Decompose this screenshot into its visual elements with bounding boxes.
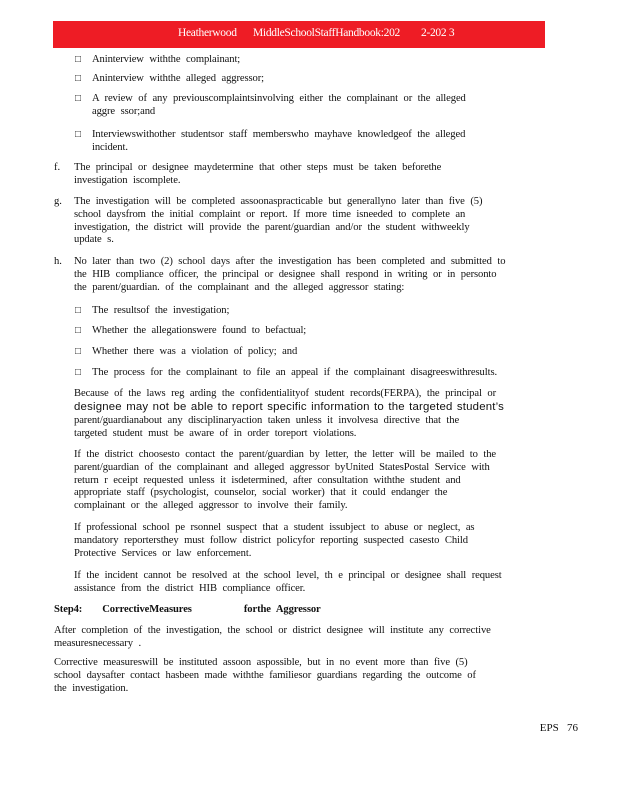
- paragraph-line: If professional school pe rsonnel suspect that a student issubject to abuse or neglect, as: [74, 522, 475, 533]
- step-title: CorrectiveMeasures: [102, 604, 192, 615]
- bullet-item-line: Aninterview withthe complainant;: [92, 54, 241, 65]
- header-title: MiddleSchoolStaffHandbook:202: [253, 27, 400, 39]
- step-heading: [54, 604, 354, 617]
- bullet-item-line: Interviewswithother studentsor staff memberswho mayhave knowledgeof the alleged: [92, 129, 466, 140]
- paragraph-line: appropriate staff (psychologist, counselor, social worker) that it could endanger the: [74, 487, 448, 499]
- paragraph: [74, 415, 564, 441]
- page-footer: [540, 722, 578, 734]
- bullet-item: [92, 367, 562, 380]
- bullet-item-line: Aninterview withthe alleged aggressor;: [92, 73, 265, 84]
- closing-paragraph-line: school daysafter contact hasbeen made withthe familiesor guardians regarding the outcome of: [54, 669, 476, 681]
- closing-paragraph: [54, 625, 554, 651]
- paragraph-line: Protective Services or law enforcement.: [74, 547, 252, 559]
- paragraph-line: If the district choosesto contact the parent/guardian by letter, the letter will be mailed to the: [74, 449, 497, 460]
- lettered-item-line: update s.: [74, 234, 114, 246]
- lettered-item-line: investigation iscomplete.: [74, 174, 181, 186]
- paragraph-emphasis: [74, 401, 564, 414]
- paragraph-line: return r eceipt requested unless it isdetermined, after consultation withthe student and: [74, 474, 461, 486]
- bullet-item: [92, 346, 562, 359]
- lettered-item-line: The principal or designee maydetermine that other steps must be taken beforethe: [74, 162, 442, 173]
- bullet-item-line: Whether the allegationswere found to befactual;: [92, 325, 307, 336]
- checkbox-bullet-icon: □: [75, 305, 82, 316]
- paragraph-line: Because of the laws reg arding the confidentialityof student records(FERPA), the principal or: [74, 388, 496, 399]
- step-title-tail: forthe Aggressor: [243, 604, 321, 615]
- bullet-item-line: A review of any previouscomplaintsinvolving either the complainant or the alleged: [92, 93, 466, 104]
- bullet-item: [92, 93, 532, 119]
- bullet-item: [92, 305, 562, 318]
- closing-paragraph: [54, 657, 554, 695]
- lettered-item-line: the parent/guardian. of the complainant and the alleged aggressor stating:: [74, 281, 405, 293]
- paragraph: [74, 449, 564, 513]
- paragraph: [74, 522, 564, 560]
- closing-paragraph-line: After completion of the investigation, the school or district designee will institute any corrective: [54, 625, 491, 636]
- checkbox-bullet-icon: □: [75, 73, 82, 84]
- checkbox-bullet-icon: □: [75, 129, 82, 140]
- list-marker: f.: [54, 162, 61, 173]
- bullet-item: [92, 73, 532, 86]
- checkbox-bullet-icon: □: [75, 346, 82, 357]
- paragraph-line: parent/guardianabout any disciplinaryaction taken unless it involvesa directive that the: [74, 415, 460, 426]
- header-year: 2-202 3: [421, 27, 455, 39]
- lettered-item: [74, 162, 564, 188]
- paragraph-emphasis-line: designee may not be able to report specific information to the targeted student’s: [74, 401, 505, 413]
- closing-paragraph-line: the investigation.: [54, 682, 129, 694]
- page-number: 76: [567, 722, 578, 734]
- checkbox-bullet-icon: □: [75, 54, 82, 65]
- paragraph: [74, 388, 564, 401]
- lettered-item-line: the HIB compliance officer, the principal or designee shall respond in writing or in personto: [74, 268, 497, 280]
- list-marker: h.: [54, 256, 62, 267]
- paragraph-line: parent/guardian of the complainant and alleged aggressor byUnited StatesPostal Service with: [74, 461, 490, 473]
- list-marker: g.: [54, 196, 62, 207]
- bullet-item-line: Whether there was a violation of policy; and: [92, 346, 298, 357]
- lettered-item-line: school daysfrom the initial complaint or report. If more time isneeded to complete an: [74, 208, 466, 220]
- bullet-item-line: incident.: [92, 141, 128, 153]
- bullet-item: [92, 325, 562, 338]
- paragraph-line: mandatory reportersthey must follow district policyfor reporting suspected casesto Child: [74, 534, 468, 546]
- paragraph: [74, 570, 564, 596]
- checkbox-bullet-icon: □: [75, 93, 82, 104]
- lettered-item-line: No later than two (2) school days after the investigation has been completed and submitted to: [74, 256, 506, 267]
- lettered-item-line: The investigation will be completed assoonaspracticable but generallyno later than five (5): [74, 196, 483, 207]
- bullet-item: [92, 54, 532, 67]
- step-label: Step4:: [54, 604, 83, 615]
- lettered-item: [74, 196, 564, 247]
- paragraph-line: complainant or the alleged aggressor to involve their family.: [74, 500, 348, 512]
- lettered-item-line: investigation, the district will provide the parent/guardian and/or the student withweekly: [74, 221, 470, 233]
- lettered-item: [74, 256, 564, 294]
- paragraph-line: assistance from the district HIB compliance officer.: [74, 582, 306, 594]
- checkbox-bullet-icon: □: [75, 367, 82, 378]
- footer-label: EPS: [539, 722, 559, 734]
- bullet-item-line: aggre ssor;and: [92, 105, 156, 117]
- checkbox-bullet-icon: □: [75, 325, 82, 336]
- paragraph-line: If the incident cannot be resolved at the school level, th e principal or designee shall request: [74, 570, 502, 581]
- bullet-item-line: The resultsof the investigation;: [92, 305, 230, 316]
- bullet-item-line: The process for the complainant to file an appeal if the complainant disagreeswithresults.: [92, 367, 498, 378]
- bullet-item: [92, 129, 532, 155]
- closing-paragraph-line: Corrective measureswill be instituted assoon aspossible, but in no event more than five (5): [54, 657, 468, 668]
- closing-paragraph-line: measuresnecessary .: [54, 637, 141, 649]
- header-school-name: Heatherwood: [178, 27, 237, 39]
- paragraph-line: targeted student must be aware of in order toreport violations.: [74, 427, 357, 439]
